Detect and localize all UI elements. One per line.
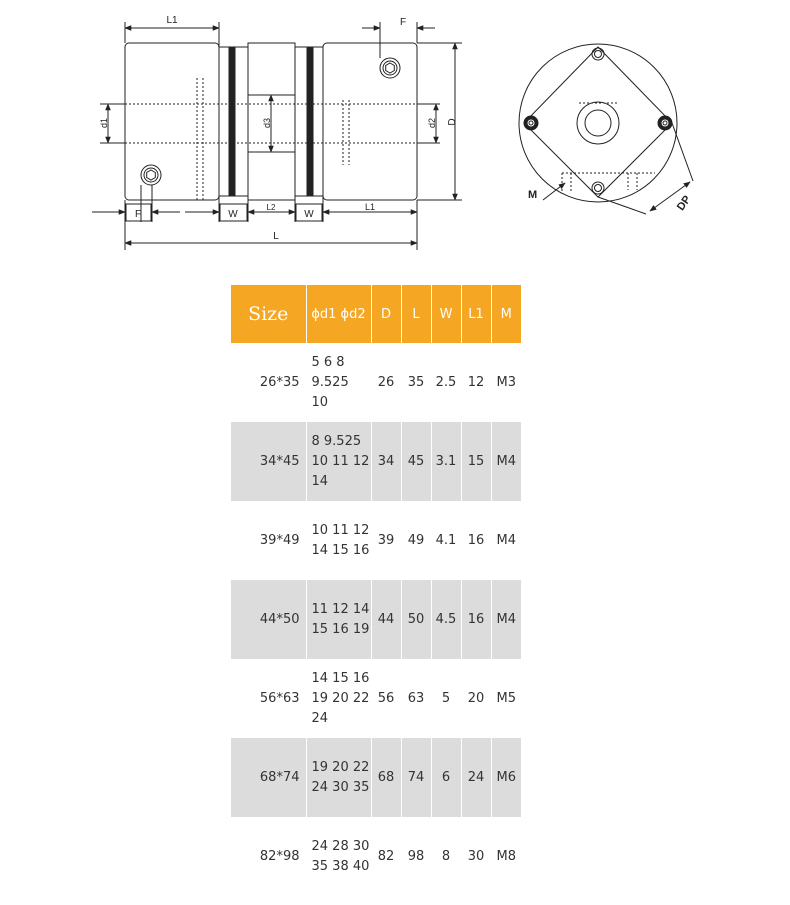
label-w-left: W [228,209,238,220]
label-m: M [528,189,538,201]
table-row [231,738,521,817]
l1-cell: 30 [461,817,491,896]
size-cell: 44*50 [231,580,306,659]
m-cell: M4 [491,580,521,659]
l-cell: 50 [401,580,431,659]
table-row [231,659,521,738]
m-cell: M3 [491,343,521,422]
size-cell: 82*98 [231,817,306,896]
specification-table [231,285,521,896]
l1-cell: 16 [461,580,491,659]
size-cell: 68*74 [231,738,306,817]
w-cell: 6 [431,738,461,817]
d-cell: 82 [371,817,401,896]
header-size: Size [231,285,306,343]
d-cell: 56 [371,659,401,738]
header-bore: ϕd1 ϕd2 [306,285,371,343]
l1-cell: 15 [461,422,491,501]
header-l1: L1 [461,285,491,343]
m-cell: M6 [491,738,521,817]
header-m: M [491,285,521,343]
l-cell: 98 [401,817,431,896]
header-l: L [401,285,431,343]
bore-cell: 5 6 8 9.525 10 [306,343,371,422]
w-cell: 2.5 [431,343,461,422]
label-d-outer: D [447,118,458,126]
bore-cell: 24 28 30 35 38 40 [306,817,371,896]
bore-cell: 14 15 16 19 20 22 24 [306,659,371,738]
w-cell: 4.1 [431,501,461,580]
label-d3: d3 [262,117,272,129]
center-bore [577,102,619,144]
size-cell: 56*63 [231,659,306,738]
side-view [92,22,462,250]
table-row [231,580,521,659]
l1-cell: 20 [461,659,491,738]
w-cell: 8 [431,817,461,896]
header-d: D [371,285,401,343]
disc-pack-right [307,47,313,196]
flange-screw-right-icon [658,116,672,130]
w-cell: 3.1 [431,422,461,501]
size-cell: 34*45 [231,422,306,501]
table-row [231,817,521,896]
right-hub [323,43,417,200]
bore-cell: 8 9.525 10 11 12 14 [306,422,371,501]
d-cell: 26 [371,343,401,422]
w-cell: 5 [431,659,461,738]
size-cell: 26*35 [231,343,306,422]
d-cell: 39 [371,501,401,580]
w-cell: 4.5 [431,580,461,659]
left-hub [125,43,219,200]
flange-screw-top-icon [592,48,604,60]
label-d1: d1 [99,117,109,129]
label-l1-top: L1 [166,15,178,26]
l-cell: 49 [401,501,431,580]
m-cell: M8 [491,817,521,896]
l1-cell: 16 [461,501,491,580]
label-l-total: L [273,231,279,242]
size-cell: 39*49 [231,501,306,580]
l-cell: 63 [401,659,431,738]
clamp-screw-top-icon [380,58,400,78]
flange-screw-bottom-icon [592,182,604,194]
coupling-technical-drawing [0,0,790,270]
bore-cell: 19 20 22 24 30 35 [306,738,371,817]
d-cell: 34 [371,422,401,501]
end-view [519,44,693,214]
disc-pack-left [229,47,235,196]
flange-screw-left-icon [524,116,538,130]
l-cell: 35 [401,343,431,422]
label-d2: d2 [427,117,437,129]
label-w-right: W [304,209,314,220]
l-cell: 45 [401,422,431,501]
label-l2: L2 [266,203,276,212]
clamp-screw-bottom-icon [141,165,161,185]
table-row [231,501,521,580]
m-cell: M4 [491,422,521,501]
l1-cell: 12 [461,343,491,422]
m-cell: M4 [491,501,521,580]
l1-cell: 24 [461,738,491,817]
table-row [231,343,521,422]
l-cell: 74 [401,738,431,817]
label-f-top: F [399,17,407,28]
d-cell: 68 [371,738,401,817]
label-dp: DP [674,193,694,214]
label-l1-bottom: L1 [364,202,376,212]
end-view-outer-circle [519,44,677,202]
d-cell: 44 [371,580,401,659]
table-header-row [231,285,521,343]
bore-cell: 10 11 12 14 15 16 [306,501,371,580]
m-cell: M5 [491,659,521,738]
header-w: W [431,285,461,343]
table-row [231,422,521,501]
bore-cell: 11 12 14 15 16 19 [306,580,371,659]
label-f-bottom: F [134,209,142,220]
